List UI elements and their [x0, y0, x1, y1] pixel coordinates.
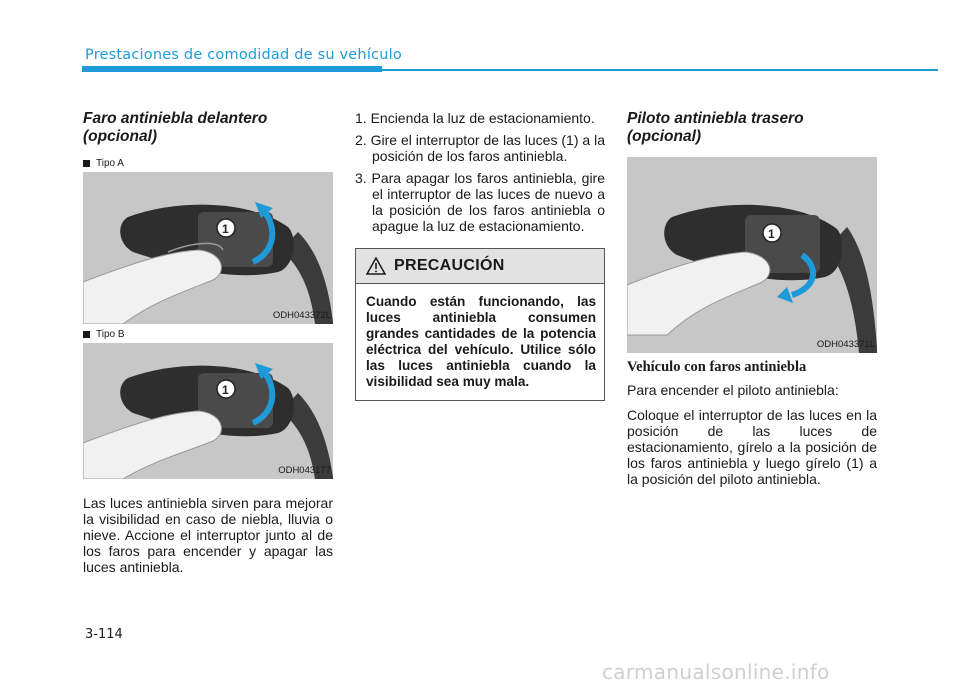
rear-fog-title: Piloto antiniebla trasero (opcional) [627, 110, 804, 145]
rear-fog-paragraph: Coloque el interruptor de las luces en la posición de las luces de estacionamiento, gírelo a la posición de los faros antiniebla y luego gírelo (1) a la posición del piloto antiniebla. [627, 407, 877, 487]
stalk-illustration-a [83, 172, 333, 324]
front-fog-paragraph: Las luces antiniebla sirven para mejorar la visibilidad en caso de niebla, lluvia o nieve. Accione el interruptor junto al de los faros para encender y apagar las luces antiniebla. [83, 495, 333, 575]
stalk-illustration-rear [627, 157, 877, 353]
column-front-fog [83, 110, 333, 575]
watermark-text: carmanualsonline.info [602, 660, 830, 684]
figure-a-label-row [83, 156, 333, 170]
steps-list [355, 110, 605, 234]
front-fog-title: Faro antiniebla delantero (opcional) [83, 110, 268, 145]
square-bullet-icon [83, 160, 90, 167]
section-header-title: Prestaciones de comodidad de su vehículo [85, 47, 402, 63]
rear-fog-subhead: Vehículo con faros antiniebla [627, 359, 807, 375]
header-rule-thick [82, 66, 382, 72]
step-item: 1. Encienda la luz de estacionamiento. [355, 110, 595, 126]
square-bullet-icon [83, 331, 90, 338]
svg-text:1: 1 [222, 383, 229, 397]
step-item: 2. Gire el interruptor de las luces (1) a la posición de los faros antiniebla. [355, 132, 605, 164]
figure-a [83, 172, 333, 324]
caution-text: Cuando están funcionando, las luces antiniebla consumen grandes cantidades de la potencia eléctrica del vehículo. Utilice sólo las luces antiniebla cuando la visibilidad sea muy mala. [366, 294, 596, 389]
figure-rear [627, 157, 877, 353]
caution-box [355, 248, 605, 401]
svg-text:1: 1 [768, 227, 775, 241]
header-rule-thin [382, 69, 938, 71]
step-item: 3. Para apagar los faros antiniebla, gire el interruptor de las luces de nuevo a la posición de los faros antiniebla o apague la luz de estacionamiento. [355, 170, 605, 234]
figure-b-label-row [83, 327, 333, 341]
figure-b-code: ODH043177 [278, 465, 331, 476]
column-rear-fog [627, 110, 877, 487]
page-number: 3-114 [85, 627, 123, 642]
caution-header [356, 249, 604, 284]
column-instructions [355, 110, 605, 401]
figure-rear-code: ODH043371L [816, 339, 875, 350]
figure-a-code: ODH043372L [272, 310, 331, 321]
caution-title: PRECAUCIÓN [394, 257, 505, 274]
svg-text:1: 1 [222, 222, 229, 236]
figure-a-label: Tipo A [96, 157, 124, 169]
figure-b [83, 343, 333, 479]
warning-triangle-icon [366, 257, 386, 275]
rear-fog-intro: Para encender el piloto antiniebla: [627, 382, 839, 398]
stalk-illustration-b [83, 343, 333, 479]
figure-b-label: Tipo B [96, 328, 125, 340]
